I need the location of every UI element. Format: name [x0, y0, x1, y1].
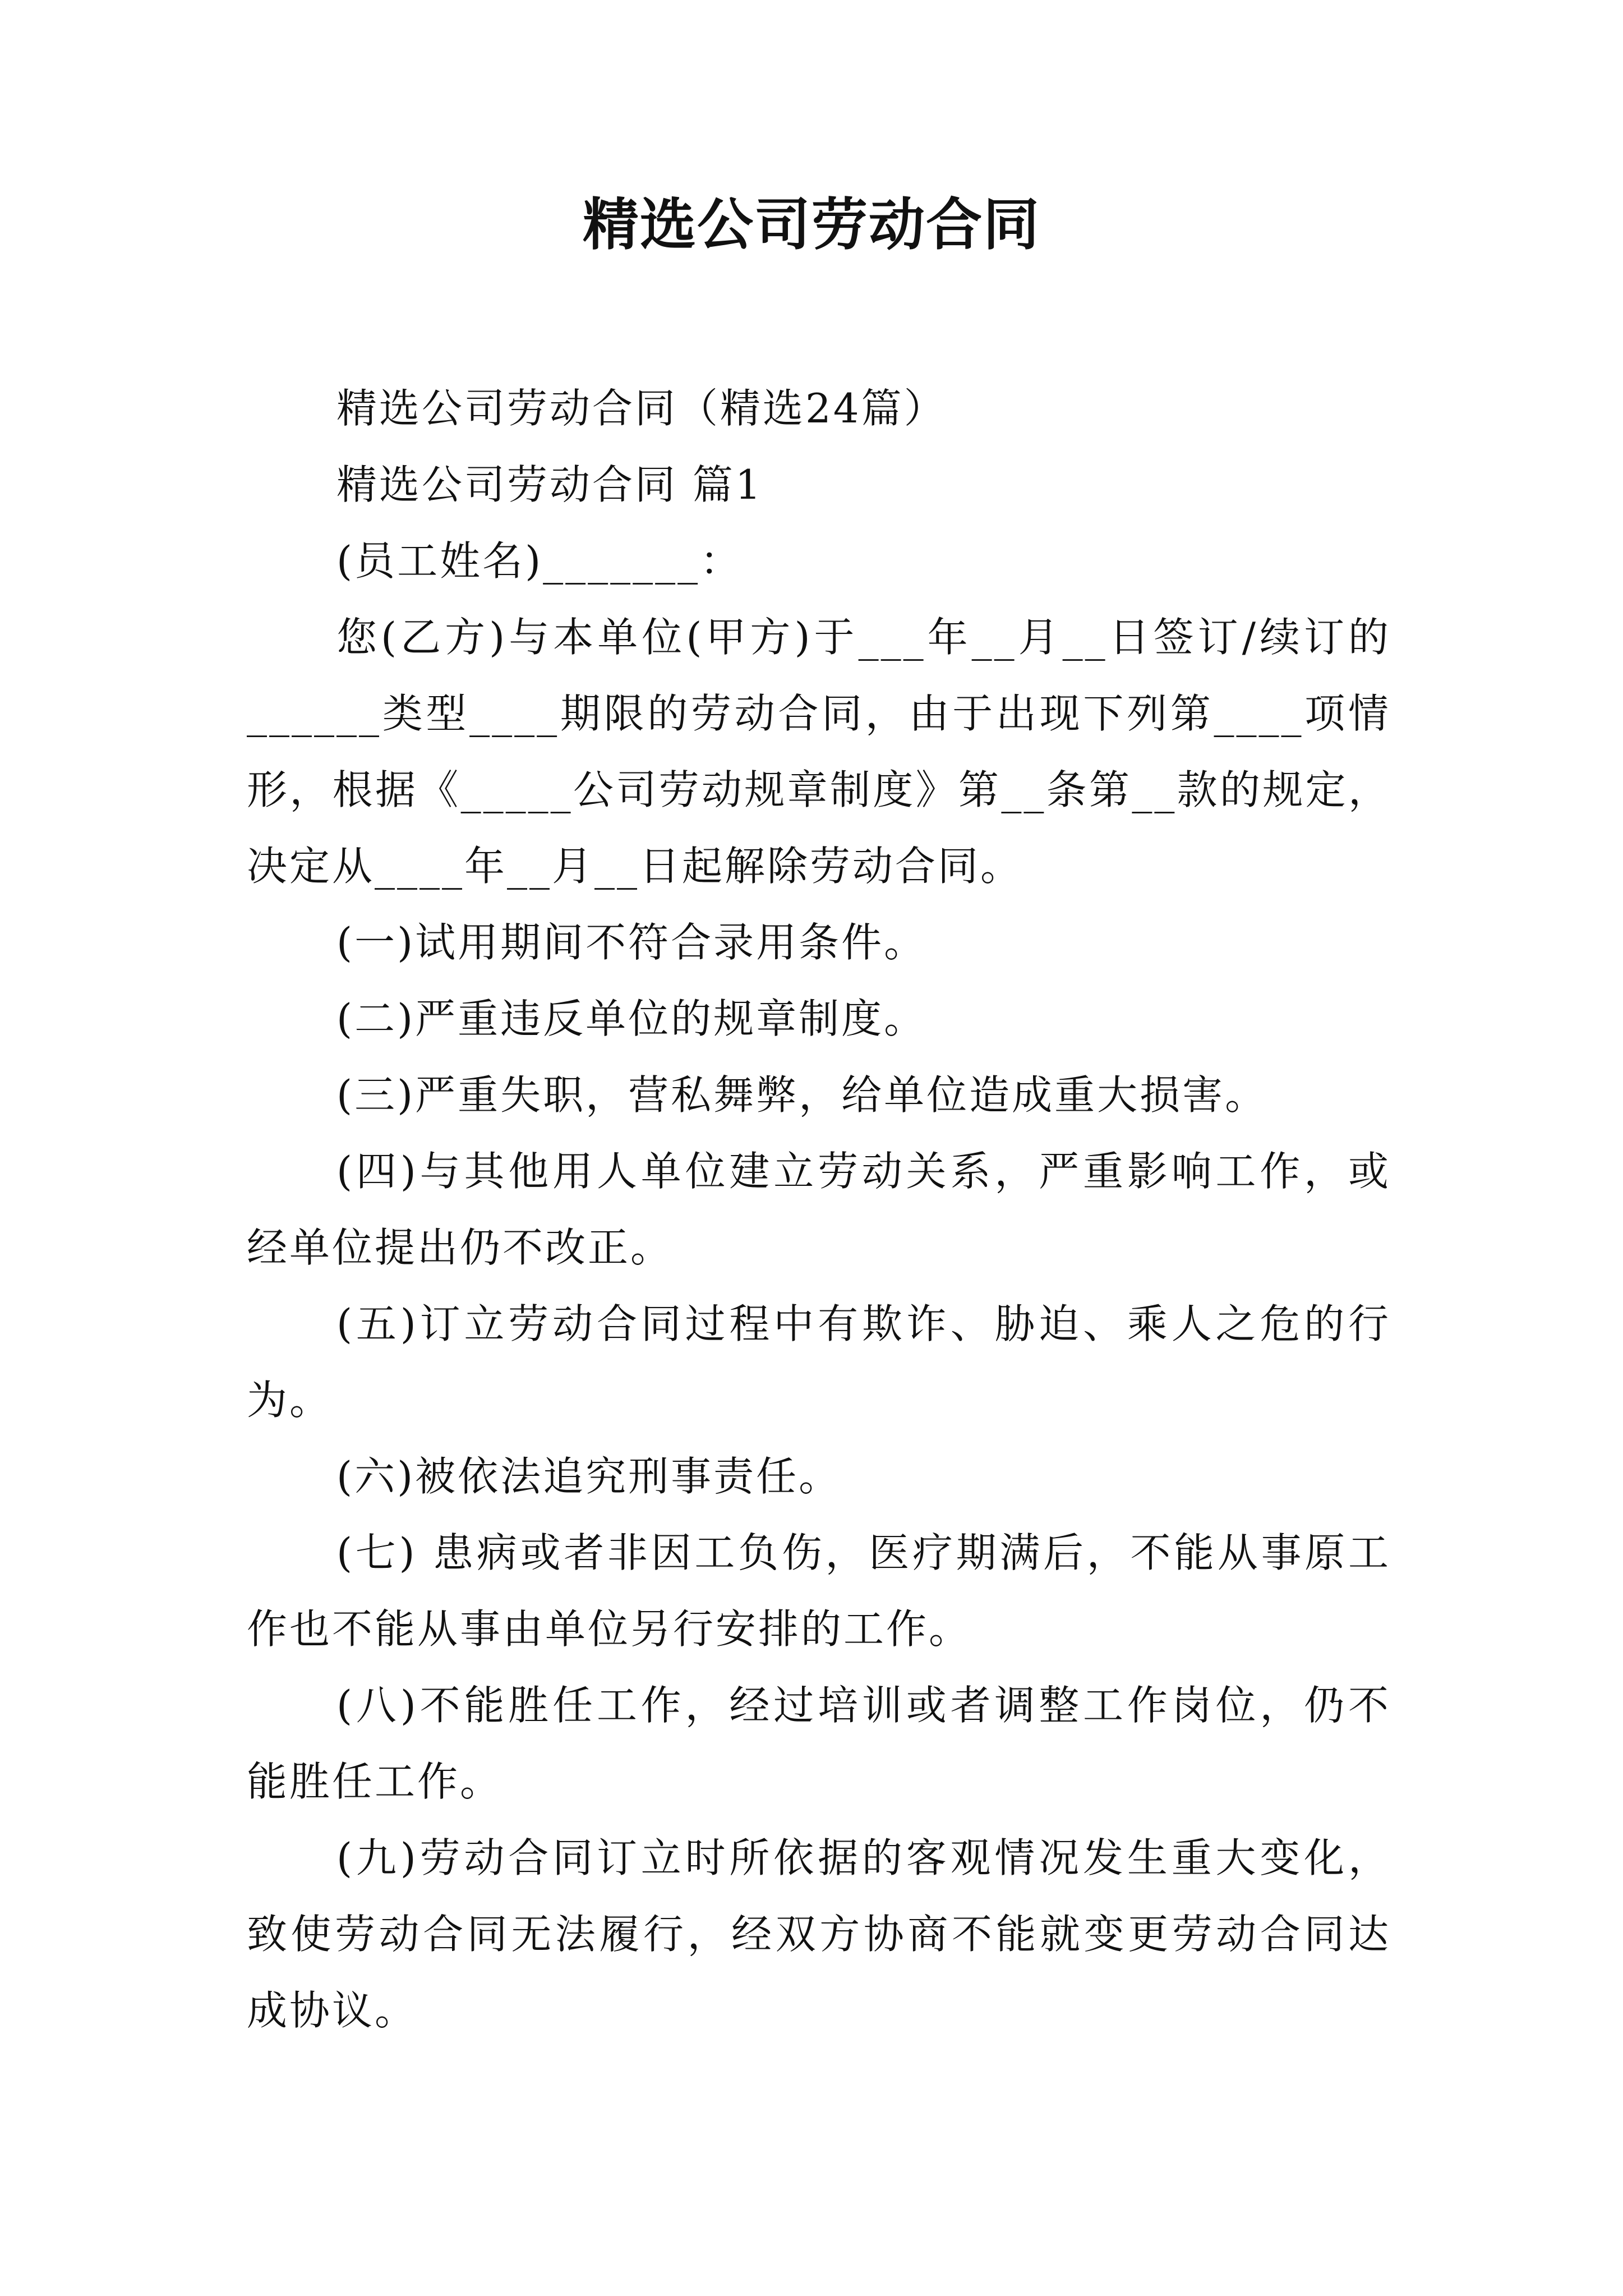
paragraph-item-5: (五)订立劳动合同过程中有欺诈、胁迫、乘人之危的行为。 [247, 1300, 1391, 1424]
paragraph-item-2: (二)严重违反单位的规章制度。 [336, 995, 927, 1042]
paragraph-item-9: (九)劳动合同订立时所依据的客观情况发生重大变化，致使劳动合同无法履行，经双方协商不能就变更劳动合同达成协议。 [247, 1834, 1391, 2034]
paragraph-item-7: (七) 患病或者非因工负伤，医疗期满后，不能从事原工作也不能从事由单位另行安排的工作。 [247, 1529, 1391, 1653]
paragraph-subtitle: 精选公司劳动合同（精选24篇） [336, 385, 947, 432]
paragraph-notice-body: 您(乙方)与本单位(甲方)于___年__月__日签订/续订的______类型____期限的劳动合同，由于出现下列第____项情形，根据《_____公司劳动规章制度》第__条第__款的规定，决定从____年__月__日起解除劳动合同。 [247, 614, 1391, 890]
document-title: 精选公司劳动合同 [583, 191, 1040, 257]
paragraph-item-8: (八)不能胜任工作，经过培训或者调整工作岗位，仍不能胜任工作。 [247, 1682, 1391, 1805]
document-body [247, 370, 1391, 2049]
paragraph-item-1: (一)试用期间不符合录用条件。 [336, 919, 927, 966]
paragraph-section-heading: 精选公司劳动合同 篇1 [336, 461, 763, 508]
paragraph-item-3: (三)严重失职，营私舞弊，给单位造成重大损害。 [336, 1071, 1268, 1119]
paragraph-item-6: (六)被依法追究刑事责任。 [336, 1453, 842, 1500]
paragraph-item-4: (四)与其他用人单位建立劳动关系，严重影响工作，或经单位提出仍不改正。 [247, 1148, 1391, 1271]
paragraph-employee-name: (员工姓名)_______： [336, 537, 743, 585]
